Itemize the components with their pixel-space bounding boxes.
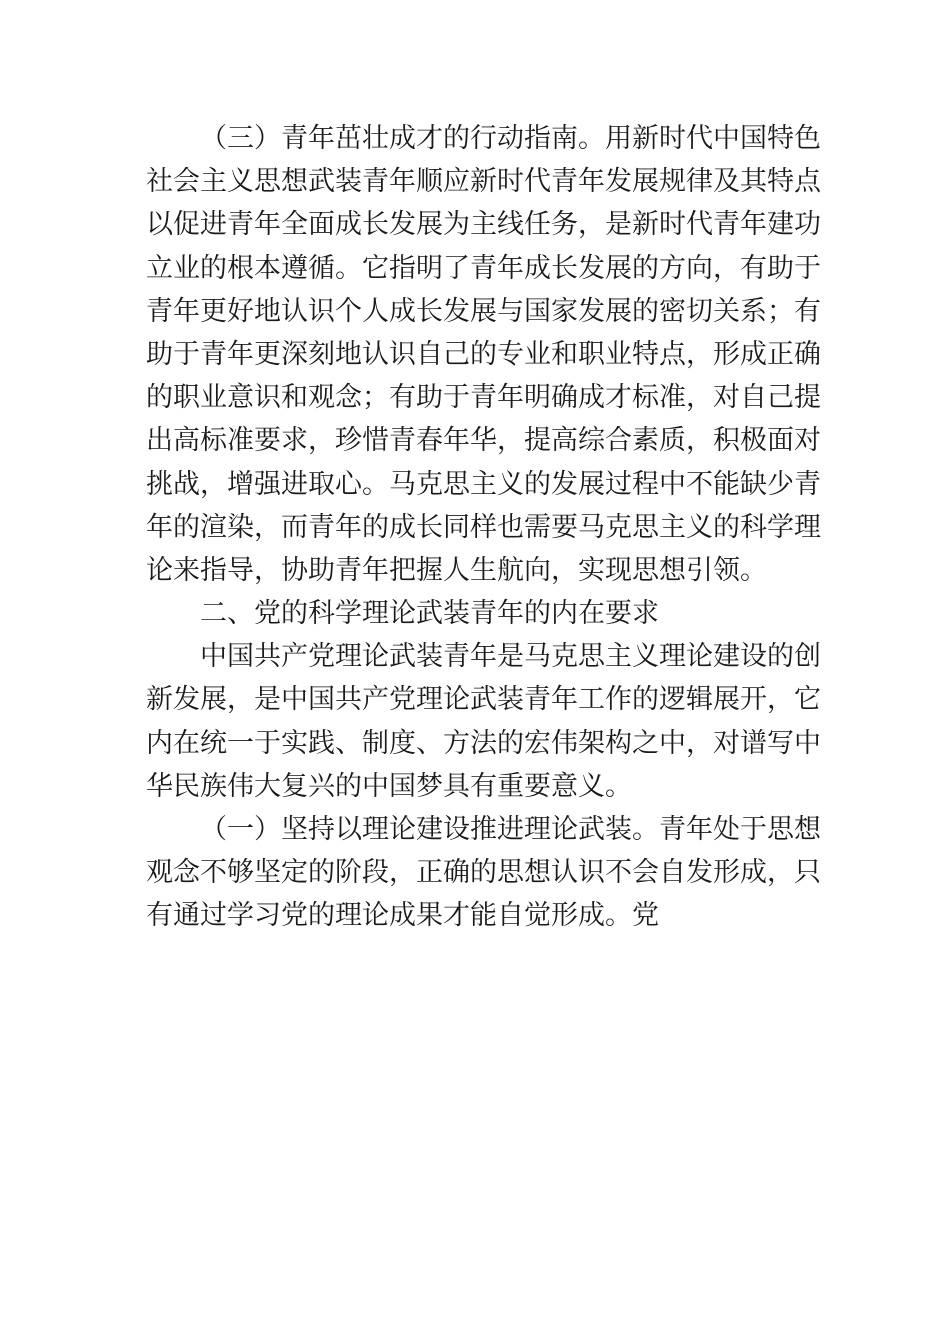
paragraph-line: 挑战，增强进取心。马克思主义的发展过程中不能缺少青 <box>146 468 821 500</box>
paragraph-line: 的职业意识和观念；有助于青年明确成才标准，对自己提 <box>146 382 821 414</box>
paragraph-line: 助于青年更深刻地认识自己的专业和职业特点，形成正确 <box>146 338 821 370</box>
document-body <box>146 117 821 938</box>
paragraph-line: 出高标准要求，珍惜青春年华，提高综合素质，积极面对 <box>146 425 821 457</box>
paragraph-line: 内在统一于实践、制度、方法的宏伟架构之中，对谱写中 <box>146 727 821 759</box>
subsection-heading-line: （一）坚持以理论建设推进理论武装。青年处于思想 <box>200 814 821 845</box>
paragraph-line: 青年更好地认识个人成长发展与国家发展的密切关系；有 <box>146 295 821 327</box>
paragraph-line: 以促进青年全面成长发展为主线任务，是新时代青年建功 <box>146 209 821 241</box>
paragraph-line: 新发展，是中国共产党理论武装青年工作的逻辑展开，它 <box>146 684 821 716</box>
paragraph-line: 年的渲染，而青年的成长同样也需要马克思主义的科学理 <box>146 511 821 543</box>
paragraph-last-line: 华民族伟大复兴的中国梦具有重要意义。 <box>146 770 632 802</box>
paragraph-line: 观念不够坚定的阶段，正确的思想认识不会自发形成，只 <box>146 857 821 889</box>
paragraph-line: 立业的根本遵循。它指明了青年成长发展的方向，有助于 <box>146 252 821 284</box>
paragraph-line: 社会主义思想武装青年顺应新时代青年发展规律及其特点 <box>146 166 821 198</box>
paragraph-3-heading-line: （三）青年茁壮成才的行动指南。用新时代中国特色 <box>200 123 821 154</box>
paragraph-last-line: 论来指导，协助青年把握人生航向，实现思想引领。 <box>146 554 767 586</box>
paragraph-last-line: 有通过学习党的理论成果才能自觉形成。党 <box>146 900 659 932</box>
paragraph-first-line: 中国共产党理论武装青年是马克思主义理论建设的创 <box>200 641 821 673</box>
section-heading: 二、党的科学理论武装青年的内在要求 <box>200 598 659 630</box>
